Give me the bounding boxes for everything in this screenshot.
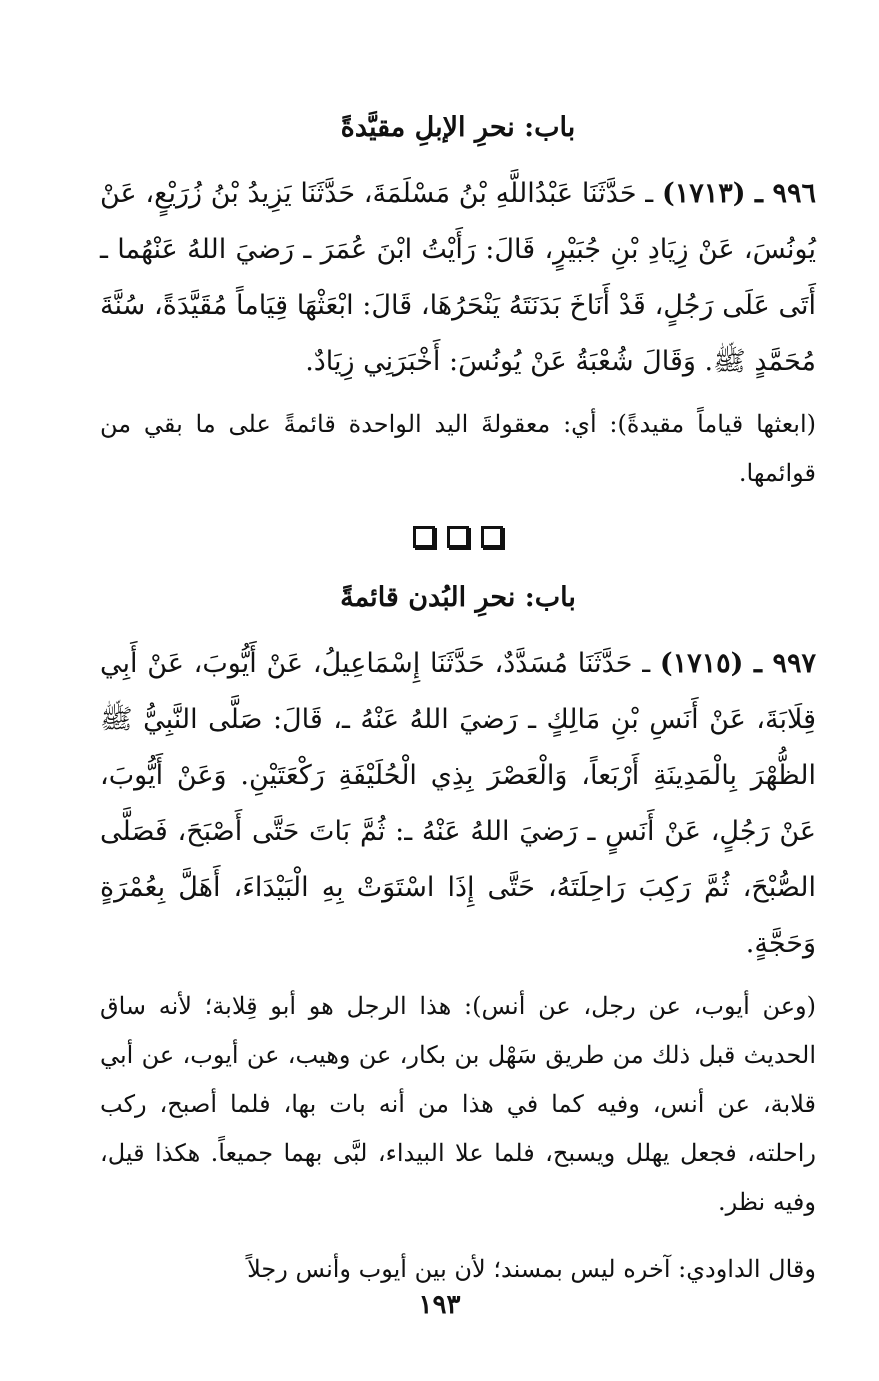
commentary-997: (وعن أيوب، عن رجل، عن أنس): هذا الرجل هو أبو قِلابة؛ لأنه ساق الحديث قبل ذلك من طريق سَهْل بن بكار، عن وهيب، عن أيوب، عن أبي قلابة، عن أنس، وفيه كما في هذا من أنه بات بها، فلما أصبح، ركب راحلته، فجعل يهلل ويسبح، فلما علا البيداء، لبَّى بهما جميعاً. هكذا قيل، وفيه نظر. — [100, 992, 816, 1216]
chapter-heading-2 — [100, 578, 816, 618]
separator-square — [413, 526, 435, 548]
separator-square — [447, 526, 469, 548]
chapter-title: نحرِ الإبلِ مقيَّدةً — [340, 112, 515, 143]
chapter-prefix: باب: — [524, 112, 576, 143]
chapter-title: نحرِ البُدن قائمةً — [340, 582, 516, 613]
commentary-996: (ابعثها قياماً مقيدةً): أي: معقولةَ اليد الواحدة قائمةً على ما بقي من قوائمها. — [100, 410, 816, 487]
section-separator — [100, 526, 816, 548]
hadith-number: ٩٩٦ ـ (١٧١٣) — [661, 178, 816, 209]
chapter-heading-1 — [100, 108, 816, 148]
hadith-text: ـ حَدَّثَنَا عَبْدُاللَّهِ بْنُ مَسْلَمَةَ، حَدَّثَنَا يَزِيدُ بْنُ زُرَيْعٍ، عَنْ يُونُسَ، عَنْ زِيَادِ بْنِ جُبَيْرٍ، قَالَ: رَأَيْتُ ابْنَ عُمَرَ ـ رَضيَ اللهُ عَنْهُما ـ أَتَى عَلَى رَجُلٍ، قَدْ أَنَاخَ بَدَنَتَهُ يَنْحَرُهَا، قَالَ: ابْعَثْهَا قِيَاماً مُقَيَّدَةً، سُنَّةَ مُحَمَّدٍ ﷺ. وَقَالَ شُعْبَةُ عَنْ يُونُسَ: أَخْبَرَنِي زِيَادٌ. — [100, 178, 816, 377]
hadith-text: ـ حَدَّثَنَا مُسَدَّدٌ، حَدَّثَنَا إِسْمَاعِيلُ، عَنْ أَيُّوبَ، عَنْ أَبِي قِلَابَةَ، عَنْ أَنَسِ بْنِ مَالِكٍ ـ رَضيَ اللهُ عَنْهُ ـ، قَالَ: صَلَّى النَّبِيُّ ﷺ الظُّهْرَ بِالْمَدِينَةِ أَرْبَعاً، وَالْعَصْرَ بِذِي الْحُلَيْفَةِ رَكْعَتَيْنِ. وَعَنْ أَيُّوبَ، عَنْ رَجُلٍ، عَنْ أَنَسٍ ـ رَضيَ اللهُ عَنْهُ ـ: ثُمَّ بَاتَ حَتَّى أَصْبَحَ، فَصَلَّى الصُّبْحَ، ثُمَّ رَكِبَ رَاحِلَتَهُ، حَتَّى إِذَا اسْتَوَتْ بِهِ الْبَيْدَاءَ، أَهَلَّ بِعُمْرَةٍ وَحَجَّةٍ. — [100, 648, 816, 959]
hadith-997 — [100, 636, 816, 972]
commentary-997-continued: وقال الداودي: آخره ليس بمسند؛ لأن بين أيوب وأنس رجلاً — [247, 1255, 816, 1283]
hadith-996 — [100, 166, 816, 390]
chapter-prefix: باب: — [524, 582, 576, 613]
page-number: ١٩٣ — [418, 1290, 461, 1320]
separator-square — [481, 526, 503, 548]
hadith-number: ٩٩٧ ـ (١٧١٥) — [659, 648, 816, 679]
page-body — [100, 100, 816, 1312]
